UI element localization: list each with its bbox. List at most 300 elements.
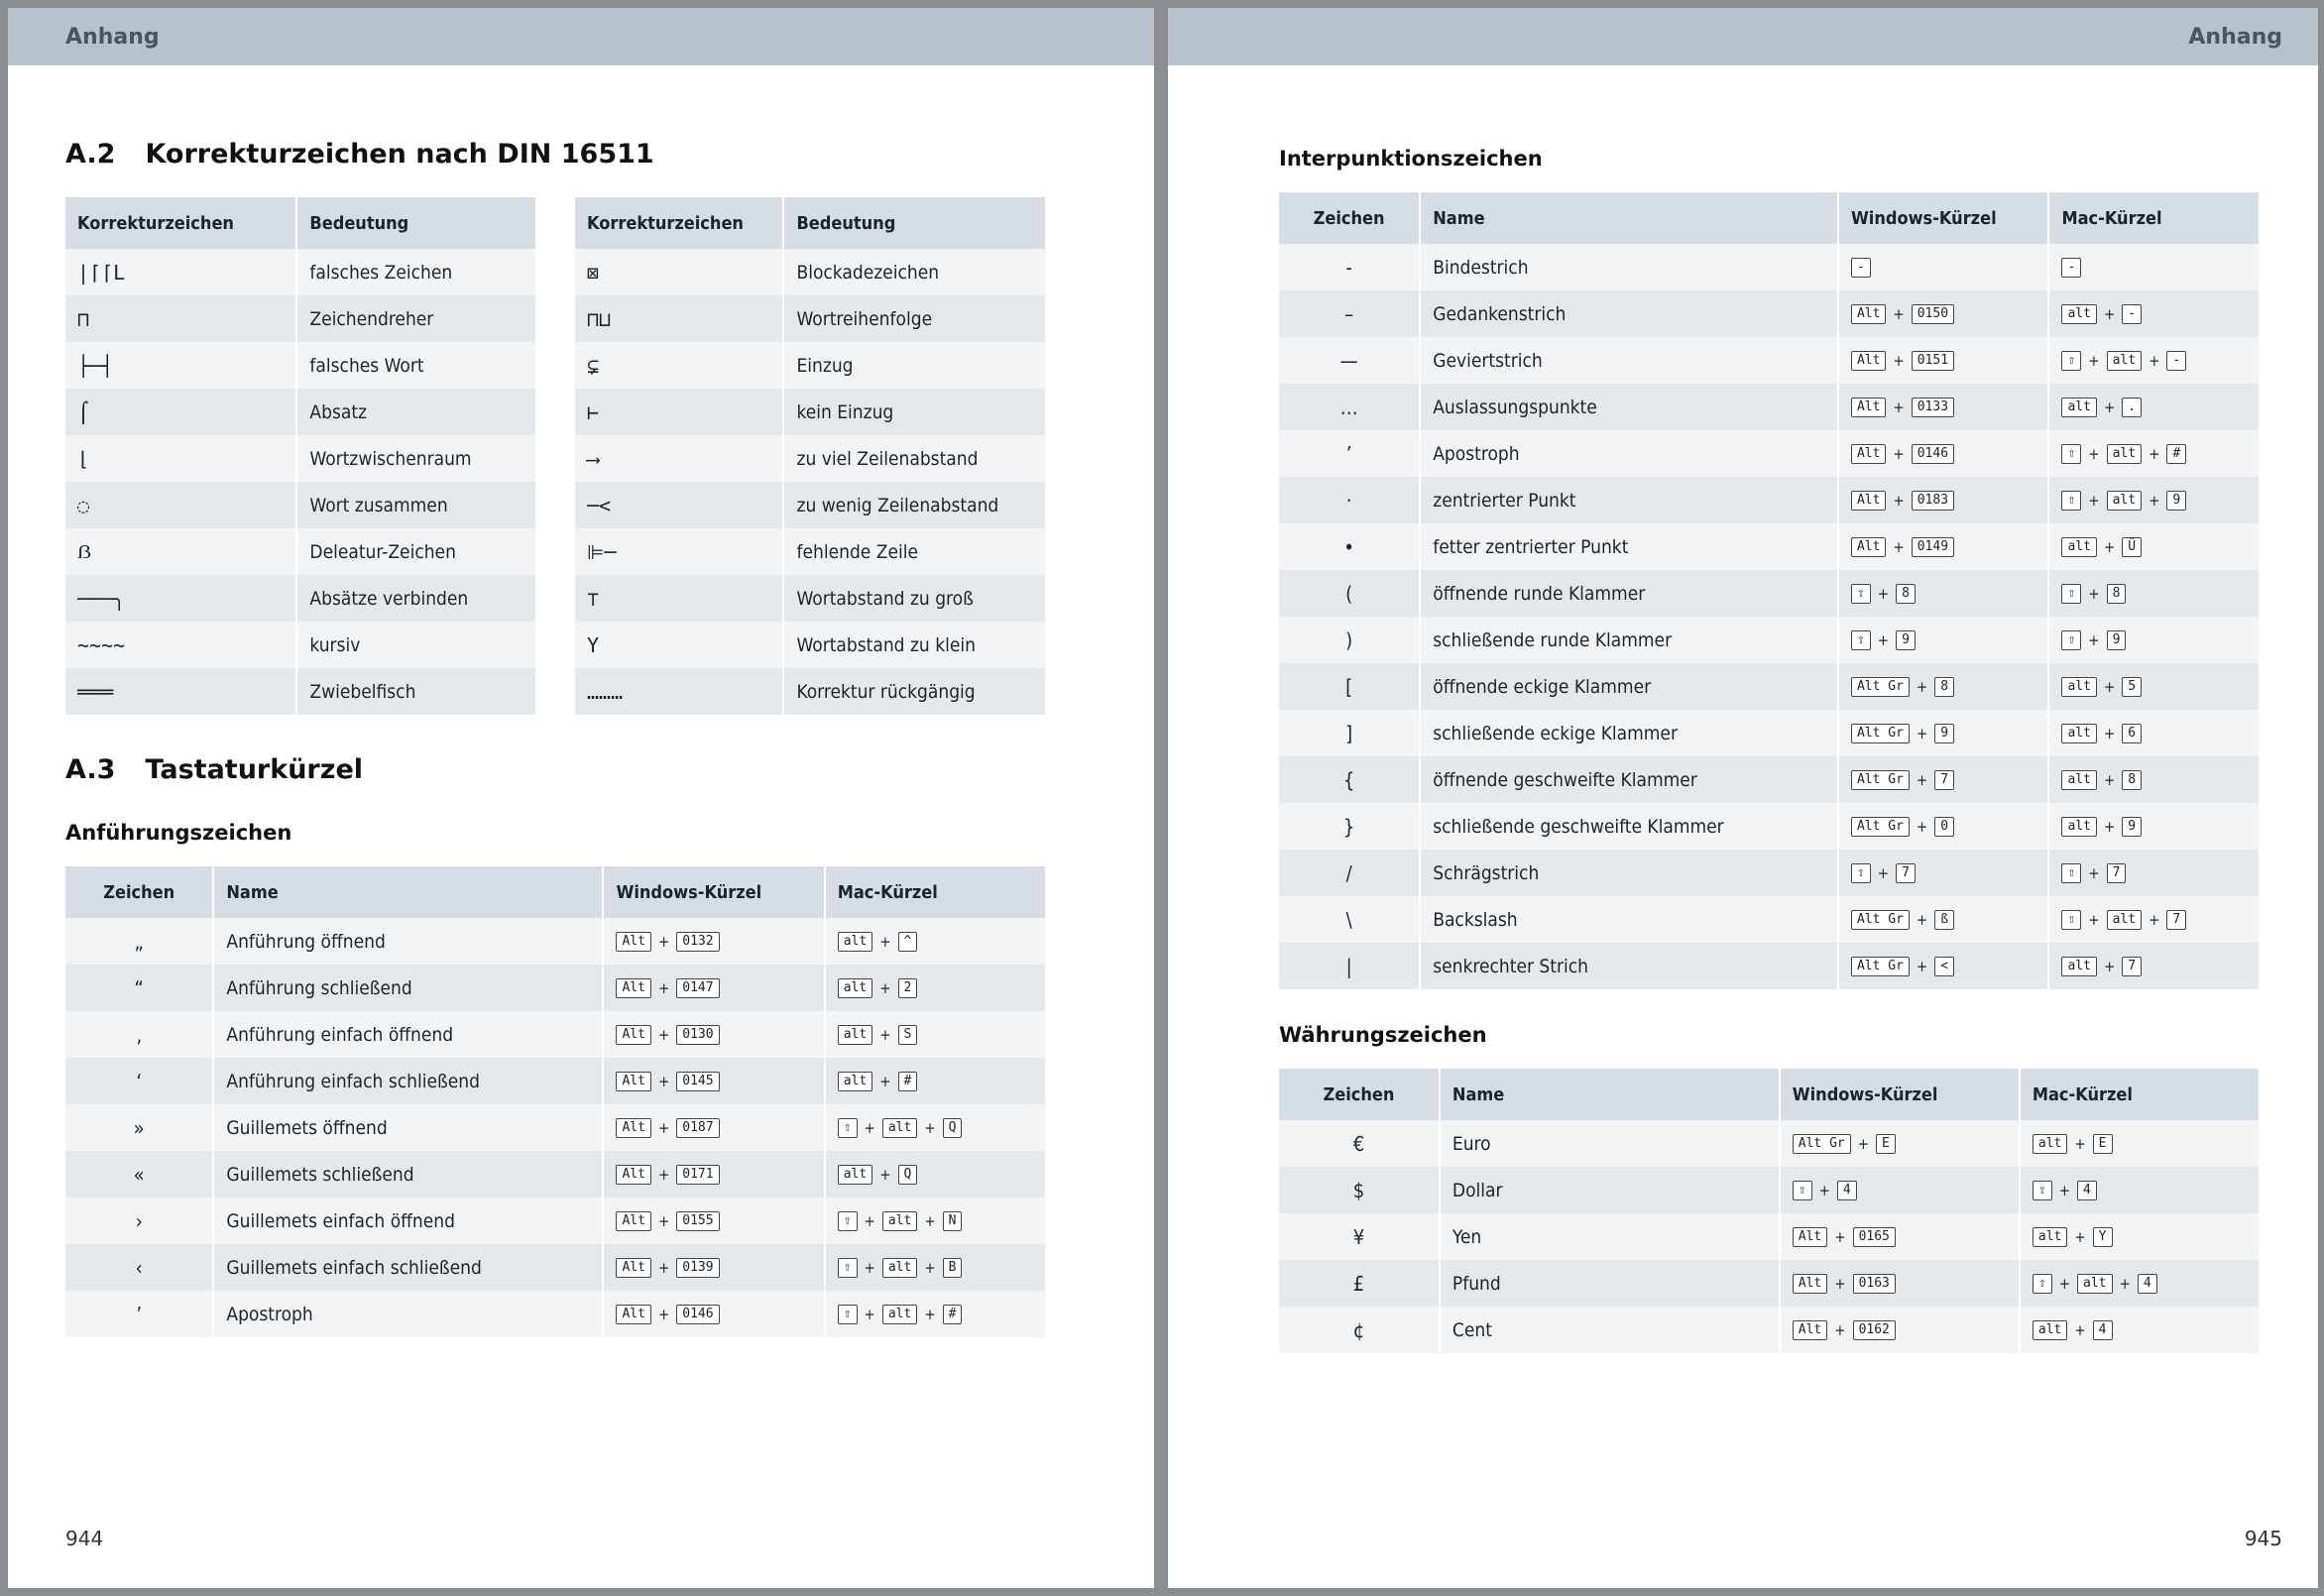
keycap: Ü [2122,537,2142,557]
keycap: E [2093,1134,2113,1154]
correction-symbol: ─< [575,482,782,528]
meaning-cell: falsches Zeichen [295,249,535,295]
plus-sign: + [1916,911,1928,929]
keycap: ⇧ [2061,444,2081,464]
plus-sign: + [2088,864,2100,882]
mac-shortcut-cell [2019,1307,2259,1353]
windows-shortcut-cell [1837,337,2048,384]
character-cell: $ [1279,1167,1439,1213]
keycap: 2 [898,978,918,998]
keycap: 0145 [676,1072,719,1091]
character-cell: ) [1279,617,1419,663]
plus-sign: + [2088,585,2100,603]
table-row [1279,337,2259,384]
keycap: E [1876,1134,1896,1154]
keycap: 9 [2122,817,2142,837]
mac-shortcut-cell [2047,337,2259,384]
keycap: Alt [616,1165,650,1185]
keycap: alt [838,978,872,998]
section-heading-a3 [65,754,1097,785]
keycap: Alt [1793,1274,1827,1294]
table-row [575,482,1045,528]
keycap: Alt Gr [1851,910,1910,930]
keycap: alt [2107,491,2142,511]
column-header: Windows-Kürzel [1779,1069,2019,1120]
column-header: Name [1419,192,1837,244]
keycap: 0187 [676,1118,719,1138]
mac-shortcut-cell [2047,803,2259,850]
windows-shortcut-cell [1837,570,2048,617]
keycap: Q [898,1165,918,1185]
keycap: alt [2061,677,2096,697]
character-cell: › [65,1197,212,1244]
name-cell: Auslassungspunkte [1419,384,1837,430]
keycap: 4 [1837,1181,1857,1200]
column-header: Windows-Kürzel [1837,192,2048,244]
keycap: 9 [1934,724,1954,743]
mac-shortcut-cell [824,1291,1045,1337]
left-content [65,65,1097,1337]
meaning-cell: Wort zusammen [295,482,535,528]
name-cell: Geviertstrich [1419,337,1837,384]
plus-sign: + [2074,1321,2086,1339]
keycap: 0146 [676,1305,719,1324]
section-heading-a2 [65,139,1097,170]
currency-shortcuts-table [1279,1069,2259,1353]
correction-symbol: Y [575,622,782,668]
table-row [575,389,1045,435]
right-page [1168,8,2318,1588]
windows-shortcut-cell [602,918,823,965]
table-row [1279,1213,2259,1260]
keycap: 0149 [1912,537,1954,557]
name-cell: Anführung einfach schließend [212,1058,602,1104]
header-row [65,866,1045,918]
character-cell: \ [1279,896,1419,943]
windows-shortcut-cell [1837,244,2048,290]
keycap: - [2166,351,2186,371]
table-row [1279,244,2259,290]
table-row [1279,617,2259,663]
mac-shortcut-cell [824,1151,1045,1197]
windows-shortcut-cell [602,1058,823,1104]
name-cell: Anführung einfach öffnend [212,1011,602,1058]
column-header: Mac-Kürzel [2047,192,2259,244]
plus-sign: + [2088,631,2100,649]
table-row [1279,1307,2259,1353]
column-header: Zeichen [1279,192,1419,244]
name-cell: Apostroph [1419,430,1837,477]
name-cell: Schrägstrich [1419,850,1837,896]
table-row [1279,896,2259,943]
table-header [65,197,535,249]
keycap: ⇧ [838,1258,858,1278]
keycap: 0150 [1912,304,1954,324]
keycap: 0163 [1853,1274,1896,1294]
plus-sign: + [1893,305,1905,323]
plus-sign: + [924,1119,936,1137]
keycap: ⇧ [1793,1181,1812,1200]
correction-marks-table-1 [65,197,535,715]
column-header: Name [1439,1069,1779,1120]
keycap: Alt [616,932,650,952]
correction-symbol: ⊫─ [575,528,782,575]
keycap: alt [2061,817,2096,837]
table-header [575,197,1045,249]
keycap: 8 [1896,584,1916,604]
keycap: ß [1934,910,1954,930]
plus-sign: + [2088,911,2100,929]
keycap: ⇧ [2061,910,2081,930]
name-cell: Backslash [1419,896,1837,943]
keycap: Alt [1851,304,1886,324]
plus-sign: + [2103,771,2116,789]
column-header: Korrekturzeichen [575,197,782,249]
table-body [65,249,535,715]
keycap: Alt Gr [1851,677,1910,697]
table-row [65,435,535,482]
plus-sign: + [1893,492,1905,510]
plus-sign: + [1916,771,1928,789]
keycap: Alt [1793,1320,1827,1340]
windows-shortcut-cell [1837,850,2048,896]
keycap: alt [2033,1227,2067,1247]
character-cell: { [1279,756,1419,803]
plus-sign: + [924,1259,936,1277]
table-row [65,295,535,342]
mac-shortcut-cell [824,1058,1045,1104]
plus-sign: + [2149,352,2160,370]
keycap: alt [838,932,872,952]
table-row [1279,290,2259,337]
meaning-cell: Wortreihenfolge [782,295,1045,342]
keycap: alt [2061,304,2096,324]
plus-sign: + [2103,725,2116,742]
character-cell: ] [1279,710,1419,756]
running-header-label: Anhang [2188,24,2282,50]
meaning-cell: Blockadezeichen [782,249,1045,295]
mac-shortcut-cell [824,1011,1045,1058]
keycap: 0 [1934,817,1954,837]
keycap: 7 [1896,863,1916,883]
correction-symbol: ~~~~ [65,622,295,668]
plus-sign: + [657,1306,670,1323]
left-page [8,8,1154,1588]
table-row [65,918,1045,965]
keycap: 8 [2107,584,2127,604]
correction-symbol: ⌊ [65,435,295,482]
section-title: Korrekturzeichen nach DIN 16511 [145,139,654,170]
windows-shortcut-cell [1837,710,2048,756]
table-row [65,482,535,528]
keycap: alt [838,1072,872,1091]
correction-symbol: ……… [575,668,782,715]
keycap: 9 [1896,630,1916,650]
character-cell: £ [1279,1260,1439,1307]
correction-symbol: ⊓ [65,295,295,342]
correction-marks-table-2 [575,197,1045,715]
table-row [65,1244,1045,1291]
mac-shortcut-cell [2047,477,2259,523]
plus-sign: + [1893,538,1905,556]
windows-shortcut-cell [1779,1213,2019,1260]
mac-shortcut-cell [2047,896,2259,943]
keycap: ⇧ [838,1118,858,1138]
plus-sign: + [879,933,891,951]
name-cell: Apostroph [212,1291,602,1337]
keycap: 0151 [1912,351,1954,371]
mac-shortcut-cell [2019,1213,2259,1260]
windows-shortcut-cell [1837,896,2048,943]
table-row [1279,850,2259,896]
keycap: alt [2107,444,2142,464]
table-row [1279,1260,2259,1307]
mac-shortcut-cell [2047,430,2259,477]
name-cell: Guillemets einfach schließend [212,1244,602,1291]
plus-sign: + [657,979,670,997]
plus-sign: + [2074,1228,2086,1246]
character-cell: „ [65,918,212,965]
keycap: Alt [616,1025,650,1045]
plus-sign: + [1916,678,1928,696]
keycap: 9 [2107,630,2127,650]
windows-shortcut-cell [1779,1260,2019,1307]
section-title: Tastaturkürzel [145,754,364,785]
name-cell: Bindestrich [1419,244,1837,290]
character-cell: € [1279,1120,1439,1167]
table-row [575,249,1045,295]
keycap: Alt Gr [1851,724,1910,743]
character-cell: | [1279,943,1419,989]
keycap: 8 [1934,677,1954,697]
correction-symbol: ◌ [65,482,295,528]
windows-shortcut-cell [602,1104,823,1151]
windows-shortcut-cell [1837,384,2048,430]
plus-sign: + [657,1259,670,1277]
plus-sign: + [657,1166,670,1184]
plus-sign: + [1857,1135,1870,1153]
table-row [575,342,1045,389]
keycap: Alt [616,1258,650,1278]
mac-shortcut-cell [2047,523,2259,570]
plus-sign: + [2149,445,2160,463]
keycap: ⇧ [2061,630,2081,650]
windows-shortcut-cell [602,1151,823,1197]
keycap: Alt Gr [1851,957,1910,976]
plus-sign: + [657,1119,670,1137]
mac-shortcut-cell [2047,290,2259,337]
column-header: Windows-Kürzel [602,866,823,918]
header-row [1279,1069,2259,1120]
table-row [1279,943,2259,989]
plus-sign: + [924,1212,936,1230]
keycap: 4 [2093,1320,2113,1340]
table-row [575,668,1045,715]
table-row [65,1058,1045,1104]
meaning-cell: zu wenig Zeilenabstand [782,482,1045,528]
keycap: # [943,1305,963,1324]
meaning-cell: Zwiebelfisch [295,668,535,715]
mac-shortcut-cell [824,1104,1045,1151]
column-header: Name [212,866,602,918]
windows-shortcut-cell [1837,477,2048,523]
table-row [65,1104,1045,1151]
table-header [1279,1069,2259,1120]
windows-shortcut-cell [1779,1120,2019,1167]
header-row [575,197,1045,249]
keycap: 0147 [676,978,719,998]
name-cell: Dollar [1439,1167,1779,1213]
table-header [65,866,1045,918]
keycap: 0130 [676,1025,719,1045]
mac-shortcut-cell [824,918,1045,965]
keycap: 4 [2138,1274,2157,1294]
plus-sign: + [879,979,891,997]
character-cell: ‹ [65,1244,212,1291]
keycap: alt [838,1025,872,1045]
mac-shortcut-cell [2047,570,2259,617]
meaning-cell: kein Einzug [782,389,1045,435]
correction-marks-tables [65,197,1097,715]
plus-sign: + [924,1306,936,1323]
keycap: 0132 [676,932,719,952]
plus-sign: + [879,1166,891,1184]
keycap: ⇧ [2033,1181,2052,1200]
keycap: Alt [1851,537,1886,557]
keycap: alt [2077,1274,2112,1294]
keycap: - [1851,258,1871,278]
mac-shortcut-cell [2047,384,2259,430]
windows-shortcut-cell [1837,943,2048,989]
plus-sign: + [879,1026,891,1044]
keycap: 0133 [1912,398,1954,417]
plus-sign: + [2088,352,2100,370]
name-cell: schließende runde Klammer [1419,617,1837,663]
character-cell: ( [1279,570,1419,617]
keycap: - [2122,304,2142,324]
windows-shortcut-cell [1837,663,2048,710]
name-cell: öffnende eckige Klammer [1419,663,1837,710]
column-header: Zeichen [1279,1069,1439,1120]
keycap: alt [882,1211,917,1231]
running-header [8,8,1154,65]
plus-sign: + [1893,399,1905,416]
keycap: alt [2033,1320,2067,1340]
keycap: Alt [616,1072,650,1091]
keycap: alt [2061,770,2096,790]
column-header: Mac-Kürzel [2019,1069,2259,1120]
table-row [1279,430,2259,477]
table-row [65,528,535,575]
character-cell: « [65,1151,212,1197]
keycap: Q [943,1118,963,1138]
running-header-label: Anhang [65,24,160,50]
table-row [575,435,1045,482]
keycap: alt [838,1165,872,1185]
character-cell: - [1279,244,1419,290]
section-number: A.3 [65,754,116,785]
keycap: - [2061,258,2081,278]
meaning-cell: Deleatur-Zeichen [295,528,535,575]
keycap: Alt [616,978,650,998]
windows-shortcut-cell [1837,430,2048,477]
keycap: alt [2061,724,2096,743]
keycap: alt [2061,537,2096,557]
plus-sign: + [2103,538,2116,556]
mac-shortcut-cell [2047,617,2259,663]
keycap: # [2166,444,2186,464]
keycap: Alt [616,1118,650,1138]
table-row [1279,663,2259,710]
keycap: Alt Gr [1793,1134,1851,1154]
keycap: 7 [1934,770,1954,790]
name-cell: öffnende geschweifte Klammer [1419,756,1837,803]
keycap: < [1934,957,1954,976]
keycap: 0146 [1912,444,1954,464]
keycap: alt [2033,1134,2067,1154]
table-body [65,918,1045,1337]
correction-symbol: ├─┤ [65,342,295,389]
name-cell: Yen [1439,1213,1779,1260]
table-row [65,389,535,435]
table-row [1279,756,2259,803]
keycap: ⇧ [1851,863,1871,883]
keycap: Alt Gr [1851,770,1910,790]
keycap: Alt [1851,491,1886,511]
keycap: N [943,1211,963,1231]
character-cell: “ [65,965,212,1011]
keycap: ⇧ [1851,630,1871,650]
name-cell: Pfund [1439,1260,1779,1307]
table-row [1279,1120,2259,1167]
correction-symbol: ───╮ [65,575,295,622]
meaning-cell: Zeichendreher [295,295,535,342]
plus-sign: + [2058,1182,2071,1199]
running-header [1168,8,2318,65]
section-number: A.2 [65,139,116,170]
keycap: ⇧ [2061,491,2081,511]
name-cell: senkrechter Strich [1419,943,1837,989]
table-row [65,965,1045,1011]
table-row [1279,523,2259,570]
keycap: 7 [2166,910,2186,930]
windows-shortcut-cell [602,1291,823,1337]
keycap: ⇧ [2061,863,2081,883]
correction-symbol: ẞ [65,528,295,575]
plus-sign: + [2088,492,2100,510]
table-row [65,575,535,622]
subsection-title-punctuation: Interpunktionszeichen [1279,147,1543,171]
column-header: Korrekturzeichen [65,197,295,249]
keycap: . [2122,398,2142,417]
windows-shortcut-cell [1837,803,2048,850]
name-cell: Cent [1439,1307,1779,1353]
windows-shortcut-cell [1837,523,2048,570]
plus-sign: + [1834,1228,1846,1246]
table-row [1279,803,2259,850]
keycap: S [898,1025,918,1045]
plus-sign: + [1877,585,1890,603]
name-cell: Guillemets schließend [212,1151,602,1197]
right-content [1279,65,2282,1353]
plus-sign: + [2103,678,2116,696]
correction-symbol: |⌈⌈L [65,249,295,295]
keycap: ⇧ [2061,584,2081,604]
meaning-cell: Absätze verbinden [295,575,535,622]
table-body [575,249,1045,715]
punctuation-shortcuts-table [1279,192,2259,989]
windows-shortcut-cell [1837,290,2048,337]
